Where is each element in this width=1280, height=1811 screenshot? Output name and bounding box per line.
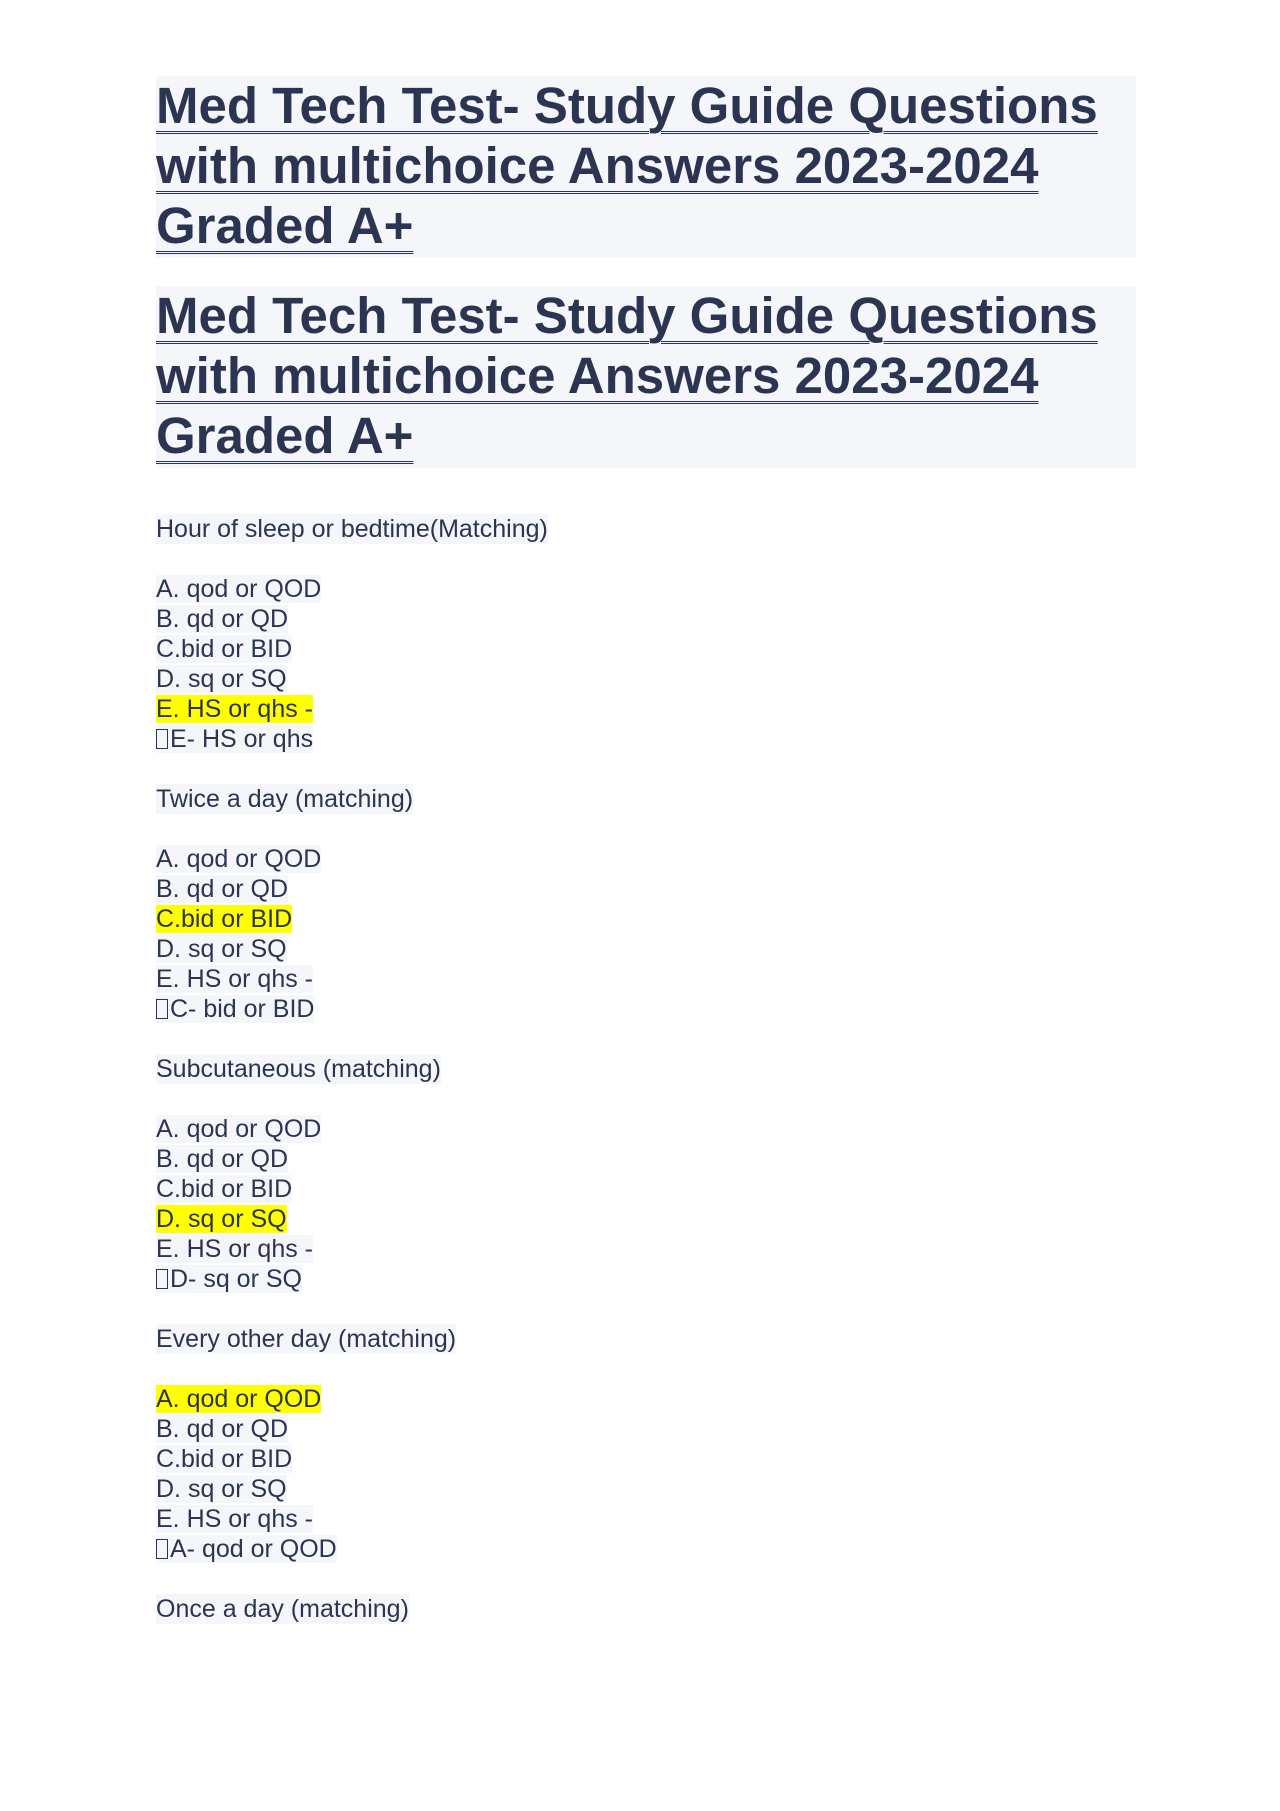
option-list [156,1384,1136,1564]
option-item [156,844,1136,874]
question-item [156,514,1136,754]
option-text: B. qd or QD [156,1415,288,1443]
option-text: D. sq or SQ [156,1475,287,1503]
option-text: B. qd or QD [156,605,288,633]
answer-box-icon [156,1269,168,1289]
option-item [156,604,1136,634]
option-text: C.bid or BID [156,1445,293,1473]
option-text: B. qd or QD [156,1145,288,1173]
option-list [156,844,1136,1024]
question-text: Once a day (matching) [156,1595,409,1623]
answer-line [156,994,1136,1024]
question-item [156,784,1136,1024]
answer-text: A- qod or QOD [170,1535,337,1563]
option-text: A. qod or QOD [156,1115,322,1143]
question-item [156,1594,1136,1624]
highlighted-option: C.bid or BID [156,905,293,933]
option-item [156,634,1136,664]
option-item [156,1504,1136,1534]
question-item [156,1324,1136,1564]
option-item [156,694,1136,724]
option-item [156,1174,1136,1204]
option-text: A. qod or QOD [156,575,322,603]
question-text: Subcutaneous (matching) [156,1055,441,1083]
option-item [156,964,1136,994]
highlighted-option: E. HS or qhs - [156,695,313,723]
answer-text: C- bid or BID [170,995,315,1023]
document-title-repeat: Med Tech Test- Study Guide Questions with multichoice Answers 2023-2024 Graded A+ [156,287,1098,464]
option-item [156,1114,1136,1144]
option-item [156,574,1136,604]
option-text: D. sq or SQ [156,935,287,963]
highlighted-option: A. qod or QOD [156,1385,322,1413]
question-item [156,1054,1136,1294]
answer-text: E- HS or qhs [170,725,314,753]
answer-box-icon [156,729,168,749]
option-item [156,874,1136,904]
question-text: Twice a day (matching) [156,785,414,813]
answer-wrapper [156,1265,302,1293]
question-list [156,514,1136,1624]
option-item [156,1234,1136,1264]
title-block-2 [156,286,1136,468]
option-text: B. qd or QD [156,875,288,903]
document-page [156,76,1136,1624]
option-item [156,664,1136,694]
answer-box-icon [156,1539,168,1559]
answer-text: D- sq or SQ [170,1265,302,1293]
option-item [156,934,1136,964]
option-list [156,1114,1136,1294]
answer-wrapper [156,725,313,753]
option-text: E. HS or qhs - [156,965,313,993]
option-text: E. HS or qhs - [156,1505,313,1533]
title-block-1 [156,76,1136,258]
highlighted-option: D. sq or SQ [156,1205,287,1233]
document-title: Med Tech Test- Study Guide Questions with multichoice Answers 2023-2024 Graded A+ [156,77,1098,254]
answer-line [156,1534,1136,1564]
option-item [156,1144,1136,1174]
option-item [156,1414,1136,1444]
question-text: Hour of sleep or bedtime(Matching) [156,515,548,543]
option-text: E. HS or qhs - [156,1235,313,1263]
option-item [156,1204,1136,1234]
option-item [156,1444,1136,1474]
option-text: A. qod or QOD [156,845,322,873]
option-text: C.bid or BID [156,635,293,663]
option-text: D. sq or SQ [156,665,287,693]
answer-wrapper [156,1535,337,1563]
answer-box-icon [156,999,168,1019]
option-list [156,574,1136,754]
question-text: Every other day (matching) [156,1325,457,1353]
answer-line [156,1264,1136,1294]
option-item [156,1474,1136,1504]
option-item [156,904,1136,934]
answer-line [156,724,1136,754]
option-item [156,1384,1136,1414]
answer-wrapper [156,995,314,1023]
option-text: C.bid or BID [156,1175,293,1203]
